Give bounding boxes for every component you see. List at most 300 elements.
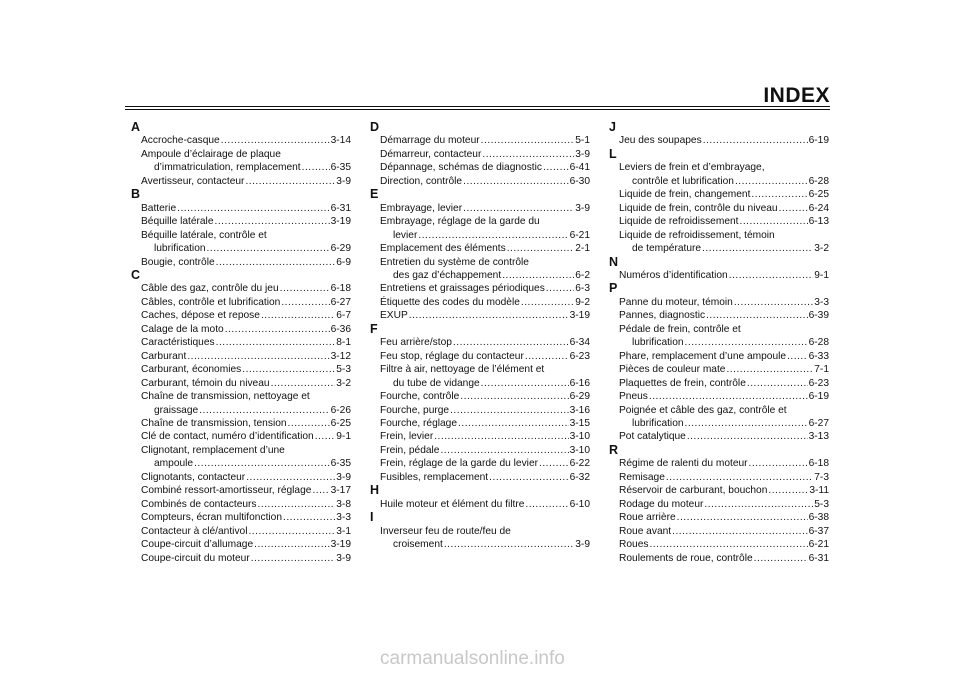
entry-text: EXUP (380, 310, 408, 322)
leader-dots (248, 525, 335, 538)
entry-text: Feu stop, réglage du contacteur (380, 350, 524, 362)
entry-text: Pot catalytique (619, 431, 686, 443)
entry-page: 6-19 (808, 135, 829, 147)
index-entry (609, 296, 829, 309)
index-entry-heading: Embrayage, réglage de la garde du (380, 216, 540, 228)
entry-page: 3-1 (336, 525, 351, 537)
entry-page: 3-3 (336, 512, 351, 524)
leader-dots (502, 269, 574, 282)
index-entry (370, 404, 590, 417)
entry-text: Combinés de contacteurs (141, 498, 257, 510)
entry-text: Chaîne de transmission, tension (141, 417, 287, 429)
entry-text: ampoule (154, 458, 194, 470)
index-letter: N (609, 254, 619, 269)
index-entry (609, 417, 829, 430)
index-column-1 (131, 121, 351, 565)
leader-dots (288, 417, 330, 430)
index-entry (609, 511, 829, 524)
entry-page: 6-23 (569, 350, 590, 362)
entry-text: Fusibles, remplacement (380, 471, 489, 483)
entry-text: Pièces de couleur mate (619, 364, 726, 376)
entry-page: 6-16 (569, 377, 590, 389)
index-entry (609, 552, 829, 565)
entry-page: 6-39 (808, 310, 829, 322)
entry-page: 6-28 (808, 337, 829, 349)
entry-page: 8-1 (336, 337, 351, 349)
entry-text: Plaquettes de frein, contrôle (619, 377, 746, 389)
index-entry (609, 538, 829, 551)
entry-page: 6-27 (808, 417, 829, 429)
index-entry (370, 350, 590, 363)
index-entry (370, 336, 590, 349)
entry-text: lubrification (632, 417, 684, 429)
leader-dots (418, 229, 568, 242)
leader-dots (194, 457, 330, 470)
leader-dots (539, 457, 569, 470)
entry-text: Câble des gaz, contrôle du jeu (141, 283, 279, 295)
leader-dots (685, 417, 808, 430)
entry-page: 3-9 (575, 539, 590, 551)
header-rule-thin (125, 109, 830, 110)
index-letter: A (131, 120, 141, 134)
entry-page: 6-27 (330, 296, 351, 308)
entry-page: 3-10 (569, 431, 590, 443)
index-entry (370, 229, 590, 242)
entry-text: Étiquette des codes du modèle (380, 296, 520, 308)
entry-page: 5-3 (814, 498, 829, 510)
entry-page: 3-9 (336, 471, 351, 483)
entry-page: 6-10 (569, 498, 590, 510)
entry-page: 3-2 (336, 377, 351, 389)
index-entry (370, 309, 590, 322)
leader-dots (251, 552, 336, 565)
index-entry (609, 242, 829, 255)
entry-text: Huile moteur et élément du filtre (380, 498, 525, 510)
index-entry (609, 377, 829, 390)
entry-text: Panne du moteur, témoin (619, 296, 733, 308)
leader-dots (706, 309, 808, 322)
entry-text: lubrification (632, 337, 684, 349)
entry-page: 9-1 (336, 431, 351, 443)
leader-dots (703, 134, 808, 147)
leader-dots (543, 161, 569, 174)
entry-text: Fourche, purge (380, 404, 450, 416)
leader-dots (685, 336, 808, 349)
entry-page: 9-1 (814, 269, 829, 281)
leader-dots (787, 350, 808, 363)
entry-page: 6-25 (330, 417, 351, 429)
entry-text: Embrayage, levier (380, 202, 463, 214)
entry-text: Frein, réglage de la garde du levier (380, 458, 539, 470)
leader-dots (702, 242, 813, 255)
leader-dots (768, 484, 808, 497)
entry-text: Carburant, témoin du niveau (141, 377, 270, 389)
index-entry (131, 256, 351, 269)
entry-page: 6-23 (808, 377, 829, 389)
entry-text: Démarrage du moteur (380, 135, 480, 147)
entry-text: Carburant (141, 350, 187, 362)
entry-page: 6-29 (330, 243, 351, 255)
leader-dots (409, 309, 569, 322)
leader-dots (546, 282, 574, 295)
entry-page: 6-37 (808, 525, 829, 537)
entry-text: Compteurs, écran multifonction (141, 512, 282, 524)
entry-text: d’immatriculation, remplacement (154, 162, 301, 174)
index-entry (131, 511, 351, 524)
entry-page: 6-26 (330, 404, 351, 416)
entry-text: Phare, remplacement d’une ampoule (619, 350, 787, 362)
entry-text: du tube de vidange (393, 377, 480, 389)
leader-dots (666, 471, 813, 484)
entry-page: 3-13 (808, 431, 829, 443)
entry-page: 6-41 (569, 162, 590, 174)
index-entry (370, 417, 590, 430)
entry-text: Clé de contact, numéro d’identification (141, 431, 314, 443)
leader-dots (261, 309, 335, 322)
leader-dots (521, 296, 574, 309)
entry-page: 3-2 (814, 243, 829, 255)
entry-text: Coupe-circuit du moteur (141, 552, 250, 564)
index-entry (131, 498, 351, 511)
leader-dots (747, 377, 808, 390)
leader-dots (187, 350, 329, 363)
index-letter: L (609, 146, 617, 161)
entry-page: 3-10 (569, 444, 590, 456)
index-entry-heading: Liquide de refroidissement, témoin (619, 229, 775, 241)
index-letter: I (370, 510, 374, 525)
leader-dots (246, 471, 335, 484)
entry-text: Câbles, contrôle et lubrification (141, 296, 281, 308)
entry-page: 6-18 (330, 283, 351, 295)
entry-text: Caractéristiques (141, 337, 215, 349)
entry-text: Fourche, réglage (380, 417, 458, 429)
entry-page: 6-31 (330, 202, 351, 214)
leader-dots (735, 175, 808, 188)
entry-page: 3-9 (575, 148, 590, 160)
index-entry (370, 148, 590, 161)
entry-page: 3-15 (569, 417, 590, 429)
entry-text: Emplacement des éléments (380, 243, 506, 255)
entry-page: 3-16 (569, 404, 590, 416)
entry-text: Clignotants, contacteur (141, 471, 246, 483)
index-entry-heading: Filtre à air, nettoyage de l’élément et (380, 364, 545, 376)
entry-text: Dépannage, schémas de diagnostic (380, 162, 542, 174)
leader-dots (734, 296, 813, 309)
entry-page: 6-35 (330, 458, 351, 470)
index-entry-heading: Leviers de frein et d’embrayage, (619, 162, 765, 174)
entry-page: 6-32 (569, 471, 590, 483)
index-entry (609, 363, 829, 376)
leader-dots (271, 377, 336, 390)
entry-page: 7-3 (814, 471, 829, 483)
entry-text: Roue avant (619, 525, 672, 537)
entry-page: 6-34 (569, 337, 590, 349)
entry-page: 7-1 (814, 364, 829, 376)
leader-dots (677, 511, 808, 524)
entry-text: Régime de ralenti du moteur (619, 458, 748, 470)
entry-page: 3-9 (336, 552, 351, 564)
index-entry (131, 202, 351, 215)
leader-dots (525, 350, 569, 363)
entry-text: Frein, levier (380, 431, 434, 443)
entry-text: Roues (619, 539, 649, 551)
entry-page: 3-8 (336, 498, 351, 510)
leader-dots (216, 336, 336, 349)
entry-text: Pannes, diagnostic (619, 310, 706, 322)
entry-page: 6-9 (336, 256, 351, 268)
index-entry (131, 377, 351, 390)
entry-text: Liquide de frein, changement (619, 189, 751, 201)
entry-text: Jeu des soupapes (619, 135, 702, 147)
index-entry (370, 390, 590, 403)
entry-text: Caches, dépose et repose (141, 310, 260, 322)
entry-page: 3-17 (330, 485, 351, 497)
index-entry (131, 175, 351, 188)
leader-dots (312, 484, 329, 497)
entry-page: 3-19 (569, 310, 590, 322)
leader-dots (216, 256, 336, 269)
entry-text: Roulements de roue, contrôle (619, 552, 753, 564)
entry-page: 3-9 (336, 175, 351, 187)
index-entry (131, 484, 351, 497)
entry-text: lubrification (154, 243, 206, 255)
leader-dots (434, 430, 568, 443)
index-entry (609, 269, 829, 282)
leader-dots (245, 175, 335, 188)
index-letter: J (609, 120, 616, 134)
entry-text: de température (632, 243, 702, 255)
entry-page: 3-3 (814, 296, 829, 308)
entry-text: Numéros d’identification (619, 269, 728, 281)
leader-dots (207, 242, 330, 255)
leader-dots (258, 498, 336, 511)
index-letter: F (370, 321, 378, 336)
entry-page: 3-9 (575, 202, 590, 214)
entry-text: levier (393, 229, 418, 241)
index-entry (609, 188, 829, 201)
index-entry (370, 242, 590, 255)
index-entry (609, 350, 829, 363)
entry-page: 6-18 (808, 458, 829, 470)
leader-dots (751, 188, 807, 201)
leader-dots (482, 148, 574, 161)
leader-dots (672, 525, 808, 538)
leader-dots (315, 430, 336, 443)
index-entry (609, 471, 829, 484)
header-rule (125, 106, 830, 107)
index-entry (131, 538, 351, 551)
entry-page: 6-24 (808, 202, 829, 214)
index-entry (370, 457, 590, 470)
leader-dots (199, 404, 329, 417)
index-entry (131, 215, 351, 228)
index-letter: C (131, 267, 141, 282)
index-column-3 (609, 121, 829, 565)
entry-text: Liquide de frein, contrôle du niveau (619, 202, 778, 214)
index-entry (370, 296, 590, 309)
index-entry (609, 390, 829, 403)
leader-dots (177, 202, 330, 215)
index-entry-heading: Béquille latérale, contrôle et (141, 229, 267, 241)
leader-dots (729, 269, 814, 282)
entry-page: 6-22 (569, 458, 590, 470)
leader-dots (444, 538, 574, 551)
index-entry (131, 525, 351, 538)
page-title: INDEX (763, 84, 830, 107)
leader-dots (481, 377, 569, 390)
entry-page: 6-28 (808, 175, 829, 187)
entry-page: 3-14 (330, 135, 351, 147)
index-entry (370, 269, 590, 282)
index-letter: R (609, 442, 619, 457)
index-entry (131, 417, 351, 430)
index-entry (609, 202, 829, 215)
entry-text: Contacteur à clé/antivol (141, 525, 248, 537)
entry-text: Liquide de refroidissement (619, 216, 739, 228)
index-entry (609, 430, 829, 443)
index-entry (131, 161, 351, 174)
leader-dots (450, 404, 569, 417)
entry-page: 6-33 (808, 350, 829, 362)
index-entry-heading: Chaîne de transmission, nettoyage et (141, 391, 310, 403)
index-entry (131, 457, 351, 470)
entry-text: Bougie, contrôle (141, 256, 215, 268)
entry-page: 5-3 (336, 364, 351, 376)
index-entry (370, 175, 590, 188)
entry-text: Roue arrière (619, 512, 676, 524)
entry-text: Rodage du moteur (619, 498, 704, 510)
index-entry (370, 444, 590, 457)
index-entry-heading: Clignotant, remplacement d’une (141, 444, 285, 456)
entry-page: 6-35 (330, 162, 351, 174)
index-entry (131, 282, 351, 295)
entry-page: 6-2 (575, 269, 590, 281)
leader-dots (242, 363, 335, 376)
entry-text: contrôle et lubrification (632, 175, 734, 187)
leader-dots (726, 363, 813, 376)
index-entry-heading: Ampoule d’éclairage de plaque (141, 148, 281, 160)
entry-text: graissage (154, 404, 199, 416)
leader-dots (489, 471, 568, 484)
entry-text: Fourche, contrôle (380, 391, 460, 403)
leader-dots (453, 336, 569, 349)
entry-page: 6-36 (330, 323, 351, 335)
entry-page: 3-19 (330, 539, 351, 551)
watermark: carmanualsonline.info (380, 648, 565, 669)
leader-dots (649, 390, 808, 403)
index-entry (131, 323, 351, 336)
entry-page: 6-21 (808, 539, 829, 551)
leader-dots (280, 282, 330, 295)
index-column-2 (370, 121, 590, 552)
index-entry (131, 309, 351, 322)
entry-page: 6-25 (808, 189, 829, 201)
index-entry-heading: Inverseur feu de route/feu de (380, 525, 511, 537)
entry-text: Carburant, économies (141, 364, 242, 376)
leader-dots (254, 538, 329, 551)
index-entry (609, 215, 829, 228)
index-letter: D (370, 120, 380, 134)
leader-dots (283, 511, 335, 524)
entry-text: Feu arrière/stop (380, 337, 452, 349)
entry-text: Béquille latérale (141, 216, 214, 228)
index-entry (131, 134, 351, 147)
index-entry (131, 363, 351, 376)
index-letter: B (131, 187, 141, 202)
index-entry (609, 336, 829, 349)
entry-page: 5-1 (575, 135, 590, 147)
leader-dots (440, 444, 568, 457)
index-entry (131, 296, 351, 309)
entry-page: 2-1 (575, 243, 590, 255)
index-entry (609, 525, 829, 538)
index-entry (609, 134, 829, 147)
leader-dots (749, 457, 808, 470)
entry-text: croisement (393, 539, 443, 551)
entry-text: Combiné ressort-amortisseur, réglage (141, 485, 312, 497)
index-entry (131, 350, 351, 363)
index-entry (131, 552, 351, 565)
entry-page: 3-11 (809, 485, 829, 497)
leader-dots (281, 296, 329, 309)
leader-dots (687, 430, 808, 443)
entry-page: 6-13 (808, 216, 829, 228)
entry-page: 6-38 (808, 512, 829, 524)
leader-dots (215, 215, 330, 228)
index-entry (370, 202, 590, 215)
entry-text: Direction, contrôle (380, 175, 463, 187)
entry-text: Accroche-casque (141, 135, 220, 147)
index-entry (609, 498, 829, 511)
index-entry (609, 309, 829, 322)
index-entry (131, 336, 351, 349)
index-entry (370, 134, 590, 147)
entry-page: 6-3 (575, 283, 590, 295)
leader-dots (507, 242, 575, 255)
entry-page: 6-21 (569, 229, 590, 241)
entry-page: 6-31 (808, 552, 829, 564)
index-entry-heading: Pédale de frein, contrôle et (619, 323, 741, 335)
index-entry (370, 430, 590, 443)
leader-dots (221, 134, 330, 147)
leader-dots (460, 390, 568, 403)
index-entry (370, 538, 590, 551)
index-entry (370, 282, 590, 295)
leader-dots (525, 498, 568, 511)
entry-text: Démarreur, contacteur (380, 148, 482, 160)
index-entry (370, 161, 590, 174)
entry-page: 6-30 (569, 175, 590, 187)
leader-dots (740, 215, 808, 228)
index-entry (131, 404, 351, 417)
entry-page: 6-19 (808, 391, 829, 403)
entry-text: Coupe-circuit d’allumage (141, 539, 254, 551)
leader-dots (481, 134, 575, 147)
entry-text: des gaz d’échappement (393, 269, 502, 281)
index-letter: E (370, 187, 379, 202)
entry-page: 3-12 (330, 350, 351, 362)
leader-dots (463, 202, 574, 215)
index-entry (370, 498, 590, 511)
entry-page: 9-2 (575, 296, 590, 308)
index-entry (370, 471, 590, 484)
leader-dots (463, 175, 569, 188)
leader-dots (704, 498, 813, 511)
index-entry (609, 484, 829, 497)
entry-page: 6-29 (569, 391, 590, 403)
entry-text: Pneus (619, 391, 648, 403)
index-letter: H (370, 483, 380, 498)
